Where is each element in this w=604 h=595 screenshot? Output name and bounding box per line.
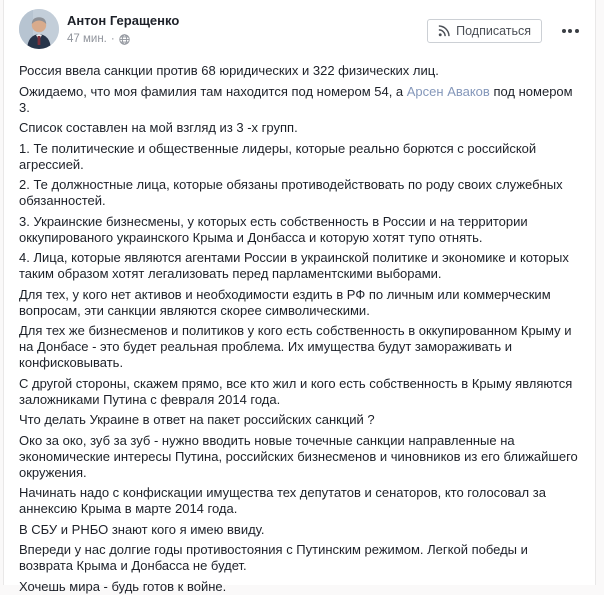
post-paragraph: Начинать надо с конфискации имущества тех депутатов и сенаторов, кто голосовал за аннексию Крыма в марте 2014 года.: [19, 485, 546, 516]
post-paragraph: Для тех же бизнесменов и политиков у кого есть собственность в оккупированном Крыму и на Донбасе - это будет реальная проблема. Их имущества будут замораживать и конфисковывать.: [19, 323, 572, 370]
post-paragraph: Список составлен на мой взгляд из 3 -х групп.: [19, 120, 298, 135]
post-paragraph: 2. Те должностные лица, которые обязаны противодействовать по роду своих служебных обязанностей.: [19, 177, 563, 208]
post-card: [3, 0, 596, 594]
post-paragraph: Россия ввела санкции против 68 юридических и 322 физических лиц.: [19, 63, 439, 78]
post-header: [4, 0, 595, 53]
author-name-link[interactable]: Антон Геращенко: [67, 13, 180, 28]
subscribe-label: Подписаться: [456, 24, 531, 38]
avatar-photo: [19, 9, 59, 49]
three-dots-icon: [562, 29, 566, 33]
avatar[interactable]: [19, 9, 59, 49]
more-options-button[interactable]: [558, 23, 582, 39]
post-paragraph: 1. Те политические и общественные лидеры, которые реально борются с российской агрессией.: [19, 140, 537, 172]
meta-separator: ·: [110, 33, 115, 45]
post-paragraph: В СБУ и РНБО знают кого я имею ввиду.: [19, 521, 265, 537]
post-paragraph: 3. Украинские бизнесмены, у которых есть собственность в России и на территории оккупированого украинского Крыма и Донбасса и которую хотят тупо отнять.: [19, 213, 528, 245]
post-paragraph: Для тех, у кого нет активов и необходимости ездить в РФ по личным или коммерческим вопросам, эти санкции являются скорее символическими.: [19, 286, 551, 318]
post-paragraph: 4. Лица, которые являются агентами России в украинской политике и экономике и которых таким образом хотят легализовать перед парламентскими выборами.: [19, 250, 569, 281]
mention-link[interactable]: Арсен Аваков: [406, 83, 490, 99]
post-paragraph: Впереди у нас долгие годы противостояния с Путинским режимом. Легкой победы и возврата Крыма и Донбасса не будет.: [19, 542, 528, 573]
subscribe-button[interactable]: [427, 19, 542, 43]
post-timestamp[interactable]: 47 мин.: [67, 33, 107, 45]
post-paragraph: Хочешь мира - будь готов к войне.: [19, 578, 227, 594]
post-paragraph: Что делать Украине в ответ на пакет российских санкций ?: [19, 412, 375, 427]
post-meta: [67, 32, 179, 46]
rss-feed-icon: [438, 25, 450, 37]
post-paragraph: Око за око, зуб за зуб - нужно вводить новые точечные санкции направленные на экономические интересы Путина, российских бизнесменов и чиновников из его ближайшего окружения.: [19, 432, 578, 480]
post-text: [4, 53, 595, 595]
post-paragraph: С другой стороны, скажем прямо, все кто жил и кого есть собственность в Крыму являются заложниками Путина с февраля 2014 года.: [19, 375, 573, 407]
globe-icon: [119, 34, 130, 45]
post-paragraph: Ожидаемо, что моя фамилия там находится под номером 54, а Арсен Аваков под номером 3.: [19, 83, 573, 115]
author-block: [67, 12, 179, 46]
